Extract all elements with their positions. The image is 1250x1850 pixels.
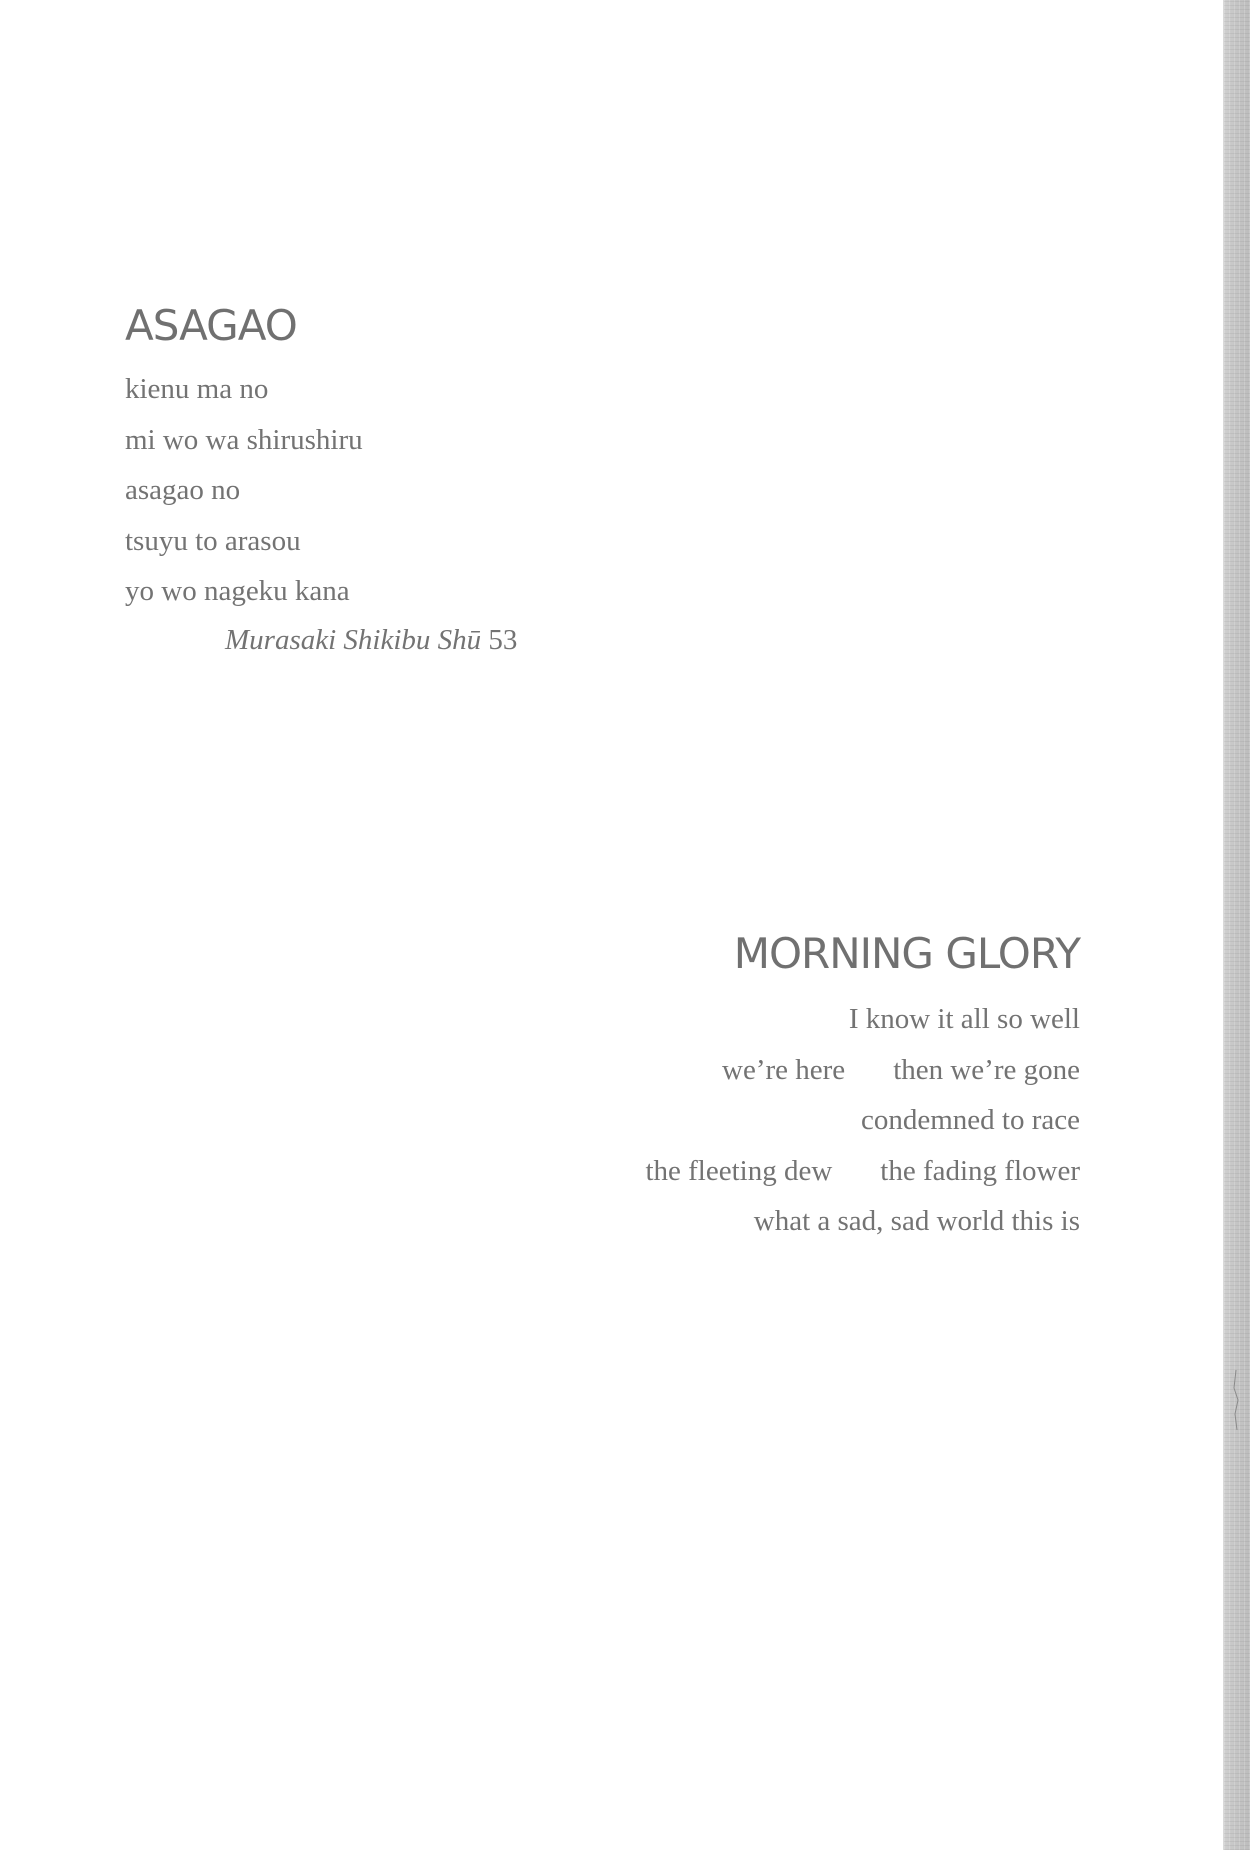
verse-line-part: the fleeting dew [645,1154,833,1187]
verse-line-part: condemned to race [860,1104,1080,1136]
verse-line: yo wo nageku kana [125,575,350,607]
translated-poem [460,928,1080,1247]
verse-line-part: we’re here [722,1053,846,1086]
verse-line [460,994,1080,1045]
verse-line-part: the fading flower [880,1154,1080,1187]
verse-line-part: what a sad, sad world this is [753,1205,1080,1237]
verse-line-part: then we’re gone [893,1053,1080,1086]
verse-line: kienu ma no [125,373,269,405]
page-edge-strip [1223,0,1250,1850]
attribution-number: 53 [488,623,518,656]
original-poem-verse [125,364,685,617]
verse-line: asagao no [125,474,241,506]
verse-line: tsuyu to arasou [125,524,301,557]
translated-poem-title: MORNING GLORY [733,929,1080,978]
verse-line-part: I know it all so well [848,1003,1080,1035]
verse-line: mi wo wa shirushiru [125,423,363,456]
edge-crack-mark [1232,1370,1240,1430]
verse-line [460,1045,1080,1096]
verse-line [460,1196,1080,1247]
poem-attribution [125,617,685,663]
original-poem [125,300,685,663]
attribution-source: Murasaki Shikibu Shū [225,623,482,656]
translated-poem-verse [460,994,1080,1247]
verse-line [460,1146,1080,1197]
original-poem-title: ASAGAO [125,301,297,350]
verse-line [460,1095,1080,1146]
